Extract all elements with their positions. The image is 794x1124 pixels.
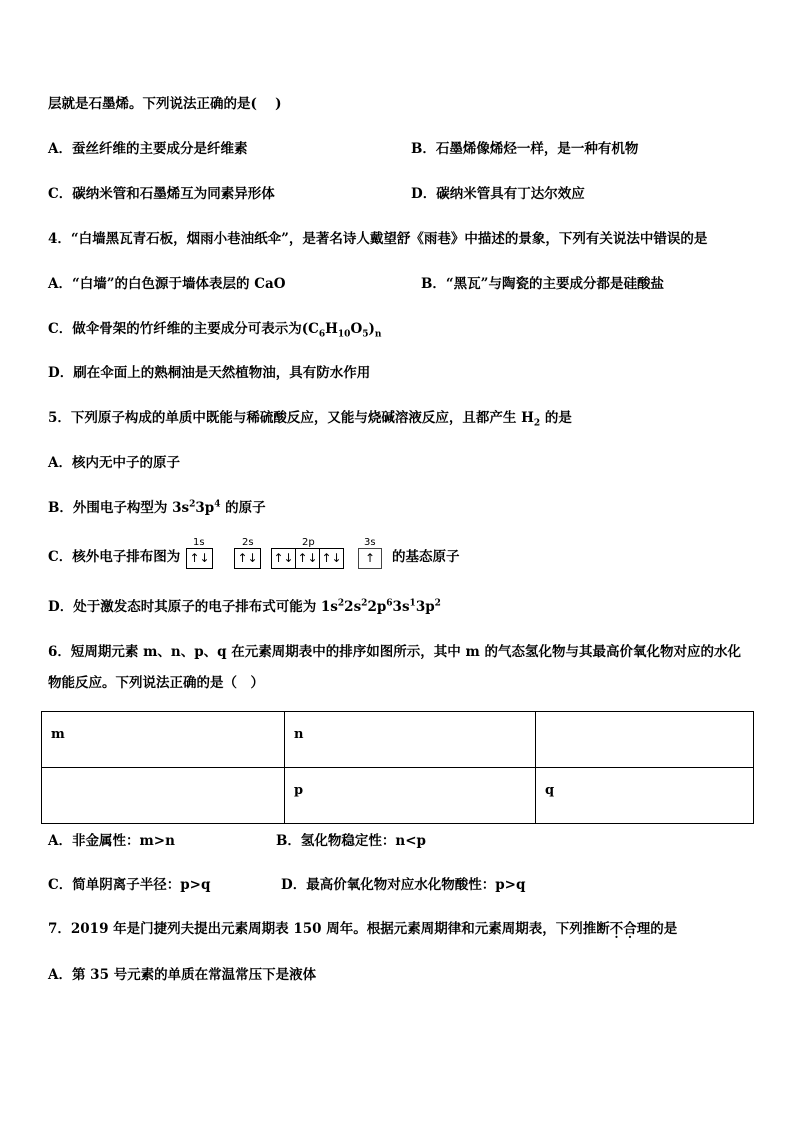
- table-cell-m: m: [42, 712, 285, 768]
- q3-option-d: D．碳纳米管具有丁达尔效应: [411, 186, 585, 202]
- orbital-box-3s: ↑: [358, 548, 382, 569]
- q4-c-prefix: C．做伞骨架的竹纤维的主要成分可表示为(C: [48, 321, 319, 337]
- orbital-box-1s: ↑↓: [186, 548, 213, 569]
- table-cell-empty: [536, 712, 754, 768]
- q5-stem-suffix: 的是: [540, 410, 572, 426]
- orbital-label-2s: 2s: [242, 537, 254, 548]
- q5-d-3s: 3s: [392, 599, 410, 615]
- q5-d-3p: 3p: [415, 599, 435, 615]
- q3-option-b: B．石墨烯像烯烃一样，是一种有机物: [411, 141, 639, 157]
- table-cell-n: n: [285, 712, 536, 768]
- q5-b-sup-1: 2: [189, 499, 196, 510]
- q6-option-d: D．最高价氧化物对应水化物酸性：p>q: [281, 877, 526, 893]
- q7-stem-suffix: 理的是: [636, 921, 678, 937]
- q5-option-d: [48, 598, 441, 616]
- q4-option-b: B．“黑瓦”与陶瓷的主要成分都是硅酸盐: [421, 276, 664, 292]
- q7-emphasis-1: 不: [609, 921, 624, 937]
- q3-option-c: C．碳纳米管和石墨烯互为同素异形体: [48, 186, 275, 202]
- q4-option-a: A．“白墙”的白色源于墙体表层的 CaO: [48, 276, 286, 292]
- q5-stem-sub: 2: [533, 418, 541, 429]
- q5-b-prefix: B．外围电子构型为 3s: [48, 500, 190, 516]
- q4-c-h: H: [325, 321, 338, 337]
- q5-d-sup-c: 2: [361, 598, 368, 609]
- orbital-box-2p-3: ↑↓: [319, 548, 344, 569]
- q4-c-sub-3: 5: [362, 329, 369, 340]
- q6-stem-line-2: 物能反应。下列说法正确的是（ ）: [48, 675, 264, 691]
- q5-d-sup-g: 1: [409, 598, 416, 609]
- orbital-box-2p-2: ↑↓: [295, 548, 320, 569]
- orbital-label-2p: 2p: [302, 537, 315, 548]
- orbital-label-3s: 3s: [364, 537, 376, 548]
- q5-d-prefix: D．处于激发态时其原子的电子排布式可能为 1s: [48, 599, 338, 615]
- q5-d-2p: 2p: [367, 599, 387, 615]
- q4-c-sub-2: 10: [337, 329, 351, 340]
- q5-d-sup-i: 2: [434, 598, 441, 609]
- q5-b-sup-2: 4: [214, 499, 221, 510]
- table-cell-p: p: [285, 768, 536, 824]
- q5-option-b: [48, 499, 266, 517]
- q7-option-a: A．第 35 号元素的单质在常温常压下是液体: [48, 967, 317, 983]
- table-cell-q: q: [536, 768, 754, 824]
- q5-b-mid: 3p: [195, 500, 215, 516]
- periodic-table-excerpt: [41, 711, 754, 824]
- orbital-diagram: [186, 537, 396, 571]
- q6-option-c: C．简单阴离子半径：p>q: [48, 877, 211, 893]
- q3-option-a: A．蚕丝纤维的主要成分是纤维素: [48, 141, 248, 157]
- q5-stem-prefix: 5．下列原子构成的单质中既能与稀硫酸反应，又能与烧碱溶液反应，且都产生 H: [48, 410, 534, 426]
- q5-option-c-prefix: C．核外电子排布图为: [48, 549, 181, 565]
- q6-option-a: A．非金属性：m>n: [48, 833, 175, 849]
- q5-b-suffix: 的原子: [220, 500, 266, 516]
- q4-c-o: O: [350, 321, 363, 337]
- q4-c-sub-n: n: [374, 329, 382, 340]
- orbital-box-2p-1: ↑↓: [271, 548, 296, 569]
- q5-option-c-suffix: 的基态原子: [392, 549, 460, 565]
- q5-d-sup-e: 6: [386, 598, 393, 609]
- q5-d-2s: 2s: [344, 599, 362, 615]
- q4-option-c: [48, 320, 381, 338]
- q5-option-a: A．核内无中子的原子: [48, 455, 180, 471]
- q5-d-sup-a: 2: [337, 598, 345, 609]
- q7-emphasis-2: 合: [623, 921, 637, 937]
- orbital-label-1s: 1s: [193, 537, 205, 548]
- q4-stem: 4．“白墙黑瓦青石板，烟雨小巷油纸伞”，是著名诗人戴望舒《雨巷》中描述的景象，下列有关说法中错误的是: [48, 231, 708, 247]
- table-cell-empty: [42, 768, 285, 824]
- q4-c-paren: ): [368, 321, 375, 337]
- q4-option-d: D．刷在伞面上的熟桐油是天然植物油，具有防水作用: [48, 365, 371, 381]
- q4-c-sub-1: 6: [318, 329, 326, 340]
- table-row: [42, 768, 754, 824]
- table-row: [42, 712, 754, 768]
- q3-stem-tail: 层就是石墨烯。下列说法正确的是( ): [48, 96, 282, 112]
- q5-stem: [48, 409, 572, 427]
- q6-stem-line-1: 6．短周期元素 m、n、p、q 在元素周期表中的排序如图所示，其中 m 的气态氢化物与其最高价氧化物对应的水化: [48, 644, 741, 660]
- q6-option-b: B．氢化物稳定性：n<p: [276, 833, 426, 849]
- q7-stem-prefix: 7．2019 年是门捷列夫提出元素周期表 150 周年。根据元素周期律和元素周期表，下列推断: [48, 921, 610, 937]
- q7-stem: [48, 920, 677, 938]
- orbital-box-2s: ↑↓: [234, 548, 261, 569]
